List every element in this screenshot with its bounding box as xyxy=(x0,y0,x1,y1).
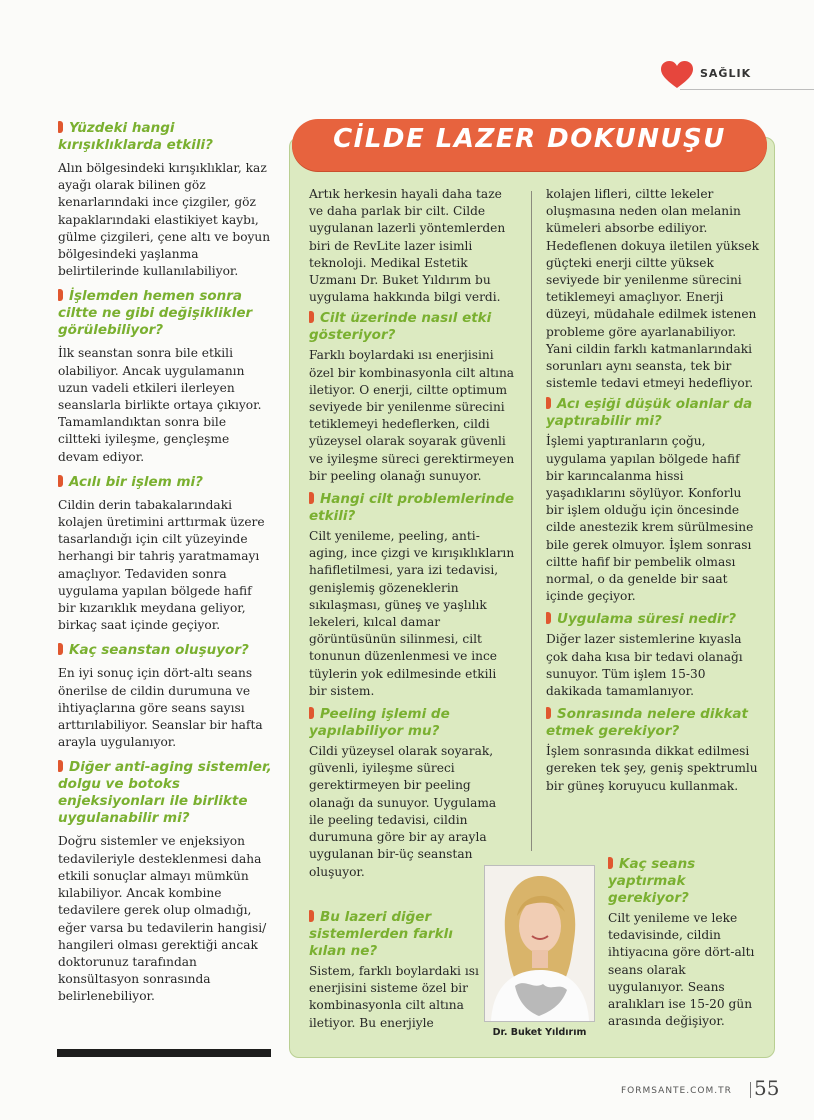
question-heading: Bu lazeri diğer sistemlerden farklı kılan ne? xyxy=(309,909,453,959)
question-heading: Diğer anti-aging sistemler, dolgu ve botoks enjeksiyonları ile birlikte uygulanabilir mi? xyxy=(58,759,272,827)
photo-caption: Dr. Buket Yıldırım xyxy=(492,1027,587,1038)
answer-text: Doğru sistemler ve enjeksiyon tedavileriyle desteklenmesi daha etkili sonuçlar almayı mümkün kılabiliyor. Ancak kombine tedavilere gerek olup olmadığı, eğer varsa bu tedavilerin hangisi/ hangileri olması gerektiği ancak doktorunuz tarafından konsültasyon sonrasında belirlenebiliyor. xyxy=(58,834,267,1004)
qa-block xyxy=(546,396,760,605)
question-heading: Kaç seans yaptırmak gerekiyor? xyxy=(608,856,696,906)
bullet-marker-icon xyxy=(608,857,613,869)
footer-separator xyxy=(750,1082,751,1098)
qa-block xyxy=(58,120,272,280)
answer-text: En iyi sonuç için dört-altı seans önerilse de cildin durumuna ve ihtiyaçlarına göre seans sayısı arttırılabiliyor. Seanslar bir hafta arayla uygulanıyor. xyxy=(58,666,263,750)
column-divider xyxy=(531,191,532,851)
intro-text: Artık herkesin hayali daha taze ve daha parlak bir cilt. Cilde uygulanan lazerli yöntemlerden biri de RevLite lazer isimli teknoloji. Medikal Estetik Uzmanı Dr. Buket Yıldırım bu uygulama hakkında bilgi verdi. xyxy=(309,187,506,305)
question-heading: Yüzdeki hangi kırışıklıklarda etkili? xyxy=(58,120,213,153)
question-heading: Kaç seanstan oluşuyor? xyxy=(58,642,272,659)
qa-block xyxy=(58,642,272,751)
qa-block xyxy=(546,611,760,700)
answer-text: Sistem, farklı boylardaki ısı enerjisini sisteme özel bir kombinasyonla cilt altına iletiyor. Bu enerjiyle xyxy=(309,964,479,1030)
qa-block xyxy=(546,706,760,795)
answer-text: Cilt yenileme ve leke tedavisinde, cildin ihtiyacına göre dört-altı seans olarak uygulanıyor. Seans aralıkları ise 15-20 gün arasında değişiyor. xyxy=(608,911,755,1029)
bullet-marker-icon xyxy=(58,121,63,133)
answer-text: İşlem sonrasında dikkat edilmesi gereken tek şey, geniş spektrumlu bir güneş koruyucu kullanmak. xyxy=(546,744,758,793)
bullet-marker-icon xyxy=(546,397,551,409)
middle-column-continued xyxy=(309,909,479,1032)
qa-block xyxy=(309,491,515,700)
doctor-portrait-photo xyxy=(484,865,595,1022)
bullet-marker-icon xyxy=(546,612,551,624)
bullet-marker-icon xyxy=(58,643,63,655)
header-divider xyxy=(680,89,814,90)
answer-text: Cildin derin tabakalarındaki kolajen üretimini arttırmak üzere tasarlandığı için cilt yüzeyinde herhangi bir tahriş yaratmamayı amaçlıyor. Tedaviden sonra uygulama yapılan bölgede hafif bir kızarıklık meydana geliyor, birkaç saat içinde geçiyor. xyxy=(58,497,265,633)
left-column xyxy=(58,120,272,1014)
footer-website: FORMSANTE.COM.TR xyxy=(621,1086,732,1096)
question-heading: Cilt üzerinde nasıl etki gösteriyor? xyxy=(309,310,492,344)
qa-block xyxy=(58,474,272,635)
qa-block xyxy=(58,759,272,1005)
page-number: 55 xyxy=(754,1076,780,1100)
heart-icon xyxy=(660,60,694,90)
bullet-marker-icon xyxy=(309,311,314,323)
qa-block xyxy=(58,288,272,465)
answer-text: İşlemi yaptıranların çoğu, uygulama yapılan bölgede hafif bir karıncalanma hissi yaşadıklarını söylüyor. Konforlu bir işlem olduğu için öncesinde cilde anestezik krem sürülmesine bile gerek olmuyor. İşlem sonrası ciltte hafif bir pembelik olması normal, o da genelde bir saat içinde geçiyor. xyxy=(546,434,754,604)
bullet-marker-icon xyxy=(546,707,551,719)
right-column-continued xyxy=(608,856,760,1030)
question-heading: Acılı bir işlem mi? xyxy=(58,474,272,491)
bullet-marker-icon xyxy=(309,492,314,504)
bullet-marker-icon xyxy=(58,475,63,487)
question-heading: Sonrasında nelere dikkat etmek gerekiyor? xyxy=(546,706,748,740)
answer-text: Alın bölgesindeki kırışıklıklar, kaz ayağı olarak bilinen göz kenarlarındaki ince çizgiler, göz kapaklarındaki elastikiyet kaybı, gülme çizgileri, çene altı ve boyun bölgesindeki yaşlanma belirtilerinde kullanılabiliyor. xyxy=(58,161,271,279)
bullet-marker-icon xyxy=(58,760,63,772)
article-title: CİLDE LAZER DOKUNUŞU xyxy=(333,124,726,154)
question-heading: Uygulama süresi nedir? xyxy=(546,611,760,628)
answer-text: Diğer lazer sistemlerine kıyasla çok daha kısa bir tedavi olanağı sunuyor. Tüm işlem 15-30 dakikada tamamlanıyor. xyxy=(546,632,743,699)
qa-block xyxy=(309,310,515,485)
bullet-marker-icon xyxy=(309,707,314,719)
answer-text: Farklı boylardaki ısı enerjisini özel bir kombinasyonla cilt altına iletiyor. O enerji, ciltte optimum seviyede bir yenilenme sürecini tetiklemeyi hedeflerken, cildi yüzeysel olarak soyarak güvenli ve iyileşme süreci gerektirmeyen bir peeling olanağı sunuyor. xyxy=(309,348,515,483)
qa-block xyxy=(309,706,515,881)
question-heading: Peeling işlemi de yapılabiliyor mu? xyxy=(309,706,450,740)
bullet-marker-icon xyxy=(58,289,63,301)
answer-text: İlk seanstan sonra bile etkili olabiliyor. Ancak uygulamanın uzun vadeli etkileri ilerleyen seanslarla birlikte ortaya çıkıyor. Tamamlandıktan sonra bile ciltteki iyileşme, gençleşme devam ediyor. xyxy=(58,346,262,464)
continued-text: kolajen lifleri, ciltte lekeler oluşmasına neden olan melanin kümeleri absorbe ediliyor. Hedeflenen dokuya iletilen yüksek güçteki enerji ciltte yüksek seviyede bir yenilenme sürecini tetiklemeyi amaçlıyor. Enerji düzeyi, müdahale edilmek istenen probleme göre ayarlanabiliyor. Yani cildin farklı katmanlarındaki sorunları aynı seansta, tek bir sistemle tedavi etmeyi hedefliyor. xyxy=(546,187,759,391)
column-end-bar xyxy=(57,1049,271,1057)
answer-text: Cilt yenileme, peeling, anti-aging, ince çizgi ve kırışıklıkların hafifletilmesi, yara izi tedavisi, genişlemiş gözeneklerin sıkılaşması, güneş ve yaşlılık lekeleri, kılcal damar görüntüsünün silinmesi, cilt tonunun düzenlenmesi ve ince tüylerin yok edilmesinde etkili bir sistem. xyxy=(309,529,515,698)
answer-text: Cildi yüzeysel olarak soyarak, güvenli, iyileşme süreci gerektirmeyen bir peeling olanağı da sunuyor. Uygulama ile peeling tedavisi, cildin durumuna göre bir ay arayla uygulanan bir-üç seanstan oluşuyor. xyxy=(309,744,497,879)
question-heading: İşlemden hemen sonra ciltte ne gibi değişiklikler görülebiliyor? xyxy=(58,288,253,339)
question-heading: Hangi cilt problemlerinde etkili? xyxy=(309,491,515,525)
middle-column xyxy=(309,186,515,887)
section-label: SAĞLIK xyxy=(700,67,752,80)
bullet-marker-icon xyxy=(309,910,314,922)
right-column xyxy=(546,186,760,801)
question-heading: Acı eşiği düşük olanlar da yaptırabilir mi? xyxy=(546,396,753,430)
